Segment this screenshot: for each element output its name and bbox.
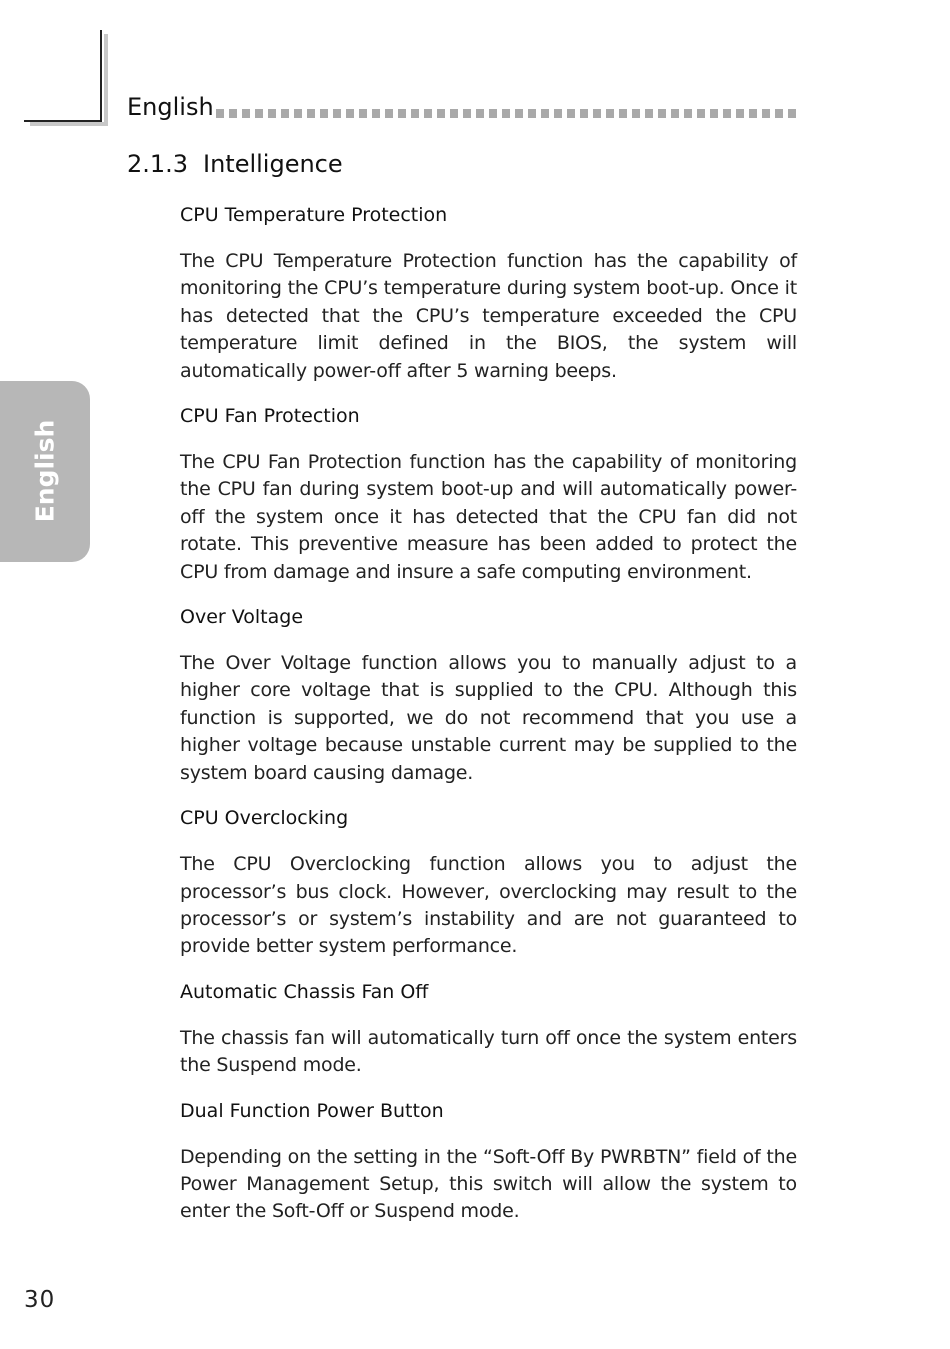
feature-description: The chassis fan will automatically turn off once the system enters the Suspend mode.: [180, 1026, 797, 1077]
section-number: 2.1.3: [127, 150, 189, 178]
feature-block-cpu-overclocking: [180, 805, 797, 961]
feature-heading: Dual Function Power Button: [180, 1099, 444, 1122]
section-title: Intelligence: [203, 150, 343, 178]
feature-block-cpu-temperature: [180, 202, 797, 385]
side-tab-label: English: [30, 419, 60, 523]
feature-description: The CPU Temperature Protection function has the capability of monitoring the CPU’s temperature during system boot-up. Once it has detected that the CPU’s temperature exceeded the CPU temperature limit defined in the BIOS, the system will automatically power-off after 5 warning beeps.: [180, 250, 797, 382]
feature-heading: CPU Overclocking: [180, 807, 349, 830]
feature-description: The Over Voltage function allows you to manually adjust to a higher core voltage that is supplied to the CPU. Although this function is supported, we do not recommend that you use a higher voltage because unstable current may be supplied to the system board causing damage.: [180, 652, 797, 784]
feature-block-power-button: [180, 1098, 797, 1226]
section-content: [180, 202, 797, 1244]
feature-description: The CPU Fan Protection function has the capability of monitoring the CPU fan during system boot-up and will automatically power-off the system once it has detected that the CPU fan did not rotate. This preventive measure has been added to protect the CPU from damage and insure a safe computing environment.: [180, 451, 797, 583]
language-side-tab: [0, 381, 90, 562]
page-number: 30: [24, 1287, 56, 1313]
feature-description: The CPU Overclocking function allows you to adjust the processor’s bus clock. However, overclocking may result to the processor’s or system’s instability and are not guaranteed to provide better system performance.: [180, 853, 797, 958]
feature-heading: CPU Fan Protection: [180, 405, 360, 428]
feature-heading: CPU Temperature Protection: [180, 204, 448, 226]
feature-block-chassis-fan: [180, 979, 797, 1080]
header-dotted-rule: [216, 109, 798, 118]
corner-crop-mark: [24, 30, 106, 126]
feature-heading: Over Voltage: [180, 606, 304, 629]
header-language-label: English: [127, 93, 214, 121]
section-heading: [127, 150, 343, 178]
feature-description: Depending on the setting in the “Soft-Off By PWRBTN” field of the Power Management Setup, this switch will allow the system to enter the Soft-Off or Suspend mode.: [180, 1145, 797, 1223]
feature-block-over-voltage: [180, 604, 797, 787]
feature-block-cpu-fan: [180, 403, 797, 586]
feature-heading: Automatic Chassis Fan Off: [180, 980, 429, 1003]
